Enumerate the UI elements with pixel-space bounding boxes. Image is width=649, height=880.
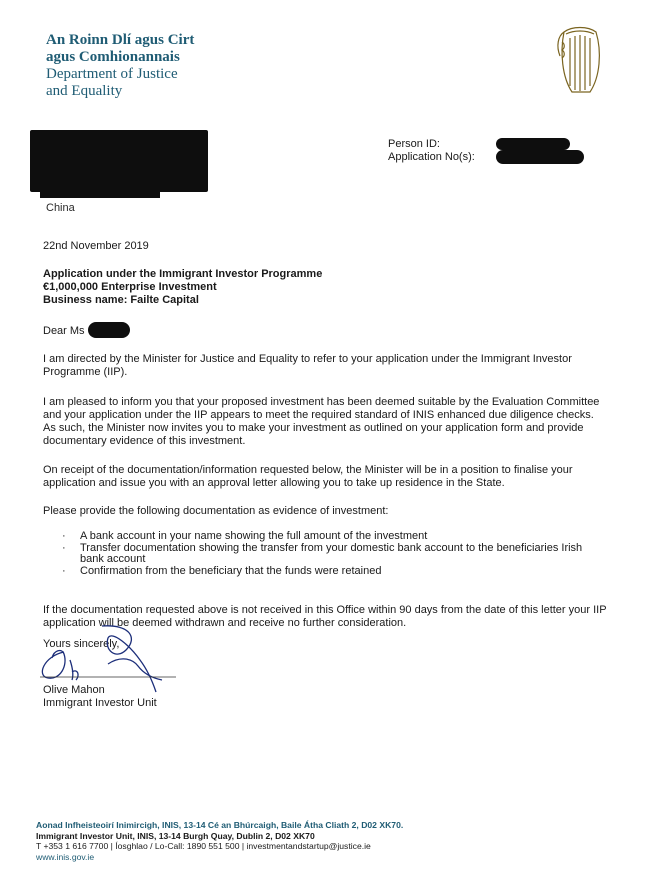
person-id-label: Person ID:: [388, 138, 440, 150]
redacted-address-block: [30, 130, 208, 192]
redacted-recipient-name: [88, 322, 130, 338]
paragraph-intro: I am directed by the Minister for Justice and Equality to refer to your application under the Immigrant Investor Programme (IIP).: [43, 353, 572, 378]
footer: [36, 820, 403, 862]
signatory: [43, 684, 609, 710]
list-item-text: Confirmation from the beneficiary that the funds were retained: [80, 564, 382, 577]
letter-date: 22nd November 2019: [43, 240, 149, 252]
bullet-mark: ·: [62, 564, 66, 577]
paragraph-documentation-request: Please provide the following documentation as evidence of investment:: [43, 505, 389, 517]
closing: Yours sincerely,: [43, 638, 120, 650]
bullet-mark: ·: [62, 530, 66, 542]
documentation-list: [62, 531, 592, 577]
bullet-mark: ·: [62, 541, 66, 554]
application-number-label: Application No(s):: [388, 151, 475, 163]
paragraph-approval: I am pleased to inform you that your proposed investment has been deemed suitable by the Evaluation Committee and your application under the IIP appears to meet the required standard of INIS enhanced due diligence checks. As such, the Minister now invites you to make your investment as outlined on your application form and provide documentary evidence of this investment.: [43, 396, 600, 447]
list-item: [62, 566, 592, 578]
reference-ids: [388, 138, 475, 164]
department-irish-line2: agus Comhionannais: [46, 49, 180, 65]
salutation: Dear Ms: [43, 325, 85, 337]
department-name: [46, 32, 194, 100]
redacted-application-number: [496, 150, 584, 164]
list-item-text: Transfer documentation showing the transfer from your domestic bank account to the beneficiaries Irish bank account: [80, 541, 583, 565]
redacted-person-id: [496, 138, 570, 150]
paragraph-next-steps: On receipt of the documentation/information requested below, the Minister will be in a position to finalise your application and issue you with an approval letter allowing you to take up residence in the State.: [43, 464, 573, 489]
department-irish-line1: An Roinn Dlí agus Cirt: [46, 32, 195, 48]
subject-line-2: €1,000,000 Enterprise Investment: [43, 281, 217, 293]
list-item: [62, 531, 592, 543]
harp-icon: [552, 22, 608, 98]
footer-contact: T +353 1 616 7700 | Íosghlao / Lo-Call: 1890 551 500 | investmentandstartup@justice.ie: [36, 841, 371, 851]
list-item: [62, 543, 592, 566]
list-item-text: A bank account in your name showing the full amount of the investment: [80, 530, 428, 542]
subject-line-3: Business name: Failte Capital: [43, 294, 199, 306]
redacted-address-line: [40, 186, 160, 198]
department-english-line2: and Equality: [46, 83, 123, 99]
recipient-country: China: [46, 202, 75, 214]
footer-website: www.inis.gov.ie: [36, 851, 95, 862]
subject-line-1: Application under the Immigrant Investor Programme: [43, 268, 323, 280]
footer-irish-address: Aonad Infheisteoirí Inimircigh, INIS, 13-14 Cé an Bhúrcaigh, Baile Átha Cliath 2, D02 XK70.: [36, 820, 404, 830]
paragraph-deadline: If the documentation requested above is not received in this Office within 90 days from the date of this letter your IIP application will be deemed withdrawn and receive no further consideration.: [43, 604, 607, 629]
letter-subject: [43, 268, 609, 307]
signatory-name: Olive Mahon: [43, 684, 105, 696]
department-english-line1: Department of Justice: [46, 66, 178, 82]
footer-english-address: Immigrant Investor Unit, INIS, 13-14 Burgh Quay, Dublin 2, D02 XK70: [36, 830, 315, 841]
signatory-unit: Immigrant Investor Unit: [43, 697, 157, 709]
